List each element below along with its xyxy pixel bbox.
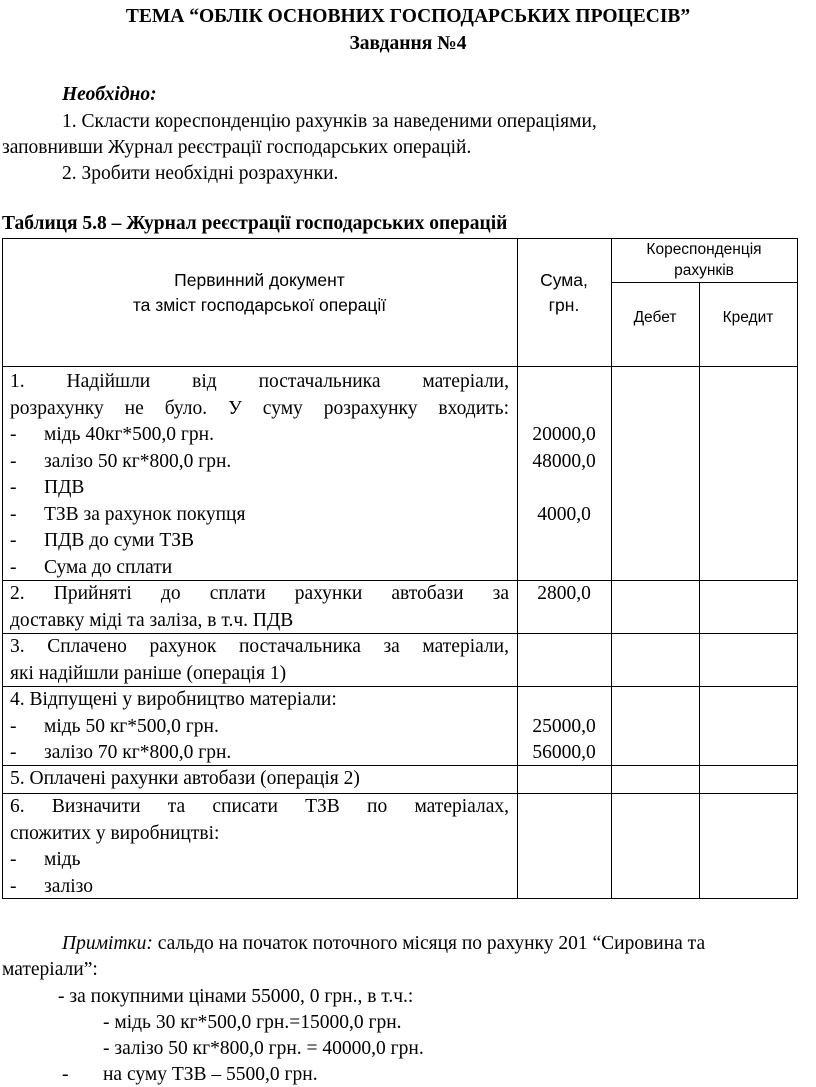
op3-line2: які надійшли раніше (операція 1) — [10, 662, 287, 684]
page-title: ТЕМА “ОБЛІК ОСНОВНИХ ГОСПОДАРСЬКИХ ПРОЦЕСІВ” — [125, 6, 691, 27]
requirements-heading: Необхідно: — [62, 84, 157, 105]
op6-line1: 6. Визначити та списати ТЗВ по матеріалах, — [10, 796, 509, 817]
col-divider-debit — [611, 238, 612, 899]
notes-line3: - за покупними цінами 55000, 0 грн., в т.ч.: — [58, 986, 414, 1007]
op5-line1: 5. Оплачені рахунки автобази (операція 2) — [10, 768, 360, 789]
op1-line1: 1. Надійшли від постачальника матеріали, — [10, 371, 509, 392]
header-sum-line2: грн. — [548, 295, 580, 315]
notes-line6-dash: - — [62, 1064, 69, 1085]
col-divider-sum — [517, 238, 518, 899]
table-top-border — [2, 238, 798, 239]
header-debit: Дебет — [633, 309, 677, 326]
table-left-border — [2, 238, 3, 899]
op1-item: - мідь 40кг*500,0 грн. — [10, 424, 214, 445]
table-right-border — [797, 238, 798, 899]
op4-item: - залізо 70 кг*800,0 грн. — [10, 742, 232, 763]
op1-description — [10, 369, 509, 581]
op5-description — [10, 766, 509, 793]
header-doc-line1: Первинний документ — [174, 270, 345, 290]
op1-sum-copper: 20000,0 — [532, 424, 596, 445]
op1-item: - Сума до сплати — [10, 556, 173, 578]
op6-item: - мідь — [10, 849, 81, 870]
header-corr-line1: Кореспонденція — [646, 241, 762, 258]
op4-item: - мідь 50 кг*500,0 грн. — [10, 715, 219, 737]
op6-line2: спожитих у виробництві: — [10, 822, 220, 844]
notes-label: Примітки: — [62, 933, 153, 954]
op6-description — [10, 794, 509, 900]
header-doc-line2: та зміст господарської операції — [132, 295, 387, 315]
notes-line4: - мідь 30 кг*500,0 грн.=15000,0 грн. — [103, 1012, 402, 1033]
notes-line2: матеріали”: — [2, 959, 98, 980]
op1-line2: розрахунку не було. У суму розрахунку входить: — [10, 397, 509, 419]
task-number: Завдання №4 — [349, 33, 467, 54]
notes-line1 — [62, 932, 705, 956]
header-credit: Кредит — [722, 309, 774, 326]
op1-item: - ПДВ до суми ТЗВ — [10, 530, 195, 551]
op2-line2: доставку міді та заліза, в т.ч. ПДВ — [10, 609, 294, 631]
requirement-1-line2: заповнивши Журнал реєстрації господарських операцій. — [2, 137, 472, 158]
op1-item: - залізо 50 кг*800,0 грн. — [10, 450, 232, 472]
col-divider-credit — [699, 282, 700, 899]
op6-item: - залізо — [10, 875, 94, 897]
notes-line1-text: сальдо на початок поточного місяця по рахунку 201 “Сировина та — [152, 933, 706, 954]
op1-sum-iron: 48000,0 — [532, 450, 596, 472]
requirement-1-line1: 1. Скласти кореспонденцію рахунків за наведеними операціями, — [62, 111, 597, 132]
requirement-2: 2. Зробити необхідні розрахунки. — [62, 163, 339, 184]
header-bottom-border — [2, 366, 798, 367]
op3-description — [10, 634, 509, 687]
notes-line6: на суму ТЗВ – 5500,0 грн. — [103, 1064, 318, 1085]
op4-sum-iron: 56000,0 — [532, 742, 596, 763]
header-corr-line2: рахунків — [674, 262, 734, 279]
op2-sum: 2800,0 — [537, 583, 591, 604]
op2-description — [10, 581, 509, 634]
op2-line1: 2. Прийняті до сплати рахунки автобази за — [10, 583, 509, 604]
notes-line5: - залізо 50 кг*800,0 грн. = 40000,0 грн. — [103, 1038, 424, 1059]
op4-description — [10, 687, 509, 767]
corr-header-divider — [611, 282, 798, 283]
table-caption: Таблиця 5.8 – Журнал реєстрації господарських операцій — [2, 213, 508, 234]
op1-sum-tzv: 4000,0 — [537, 503, 591, 525]
op3-line1: 3. Сплачено рахунок постачальника за матеріали, — [10, 636, 509, 657]
op1-item: - ПДВ — [10, 477, 85, 498]
header-sum-line1: Сума, — [540, 270, 588, 290]
op1-item: - ТЗВ за рахунок покупця — [10, 503, 246, 525]
op4-line1: 4. Відпущені у виробництво матеріали: — [10, 689, 337, 710]
op4-sum-copper: 25000,0 — [532, 715, 596, 737]
